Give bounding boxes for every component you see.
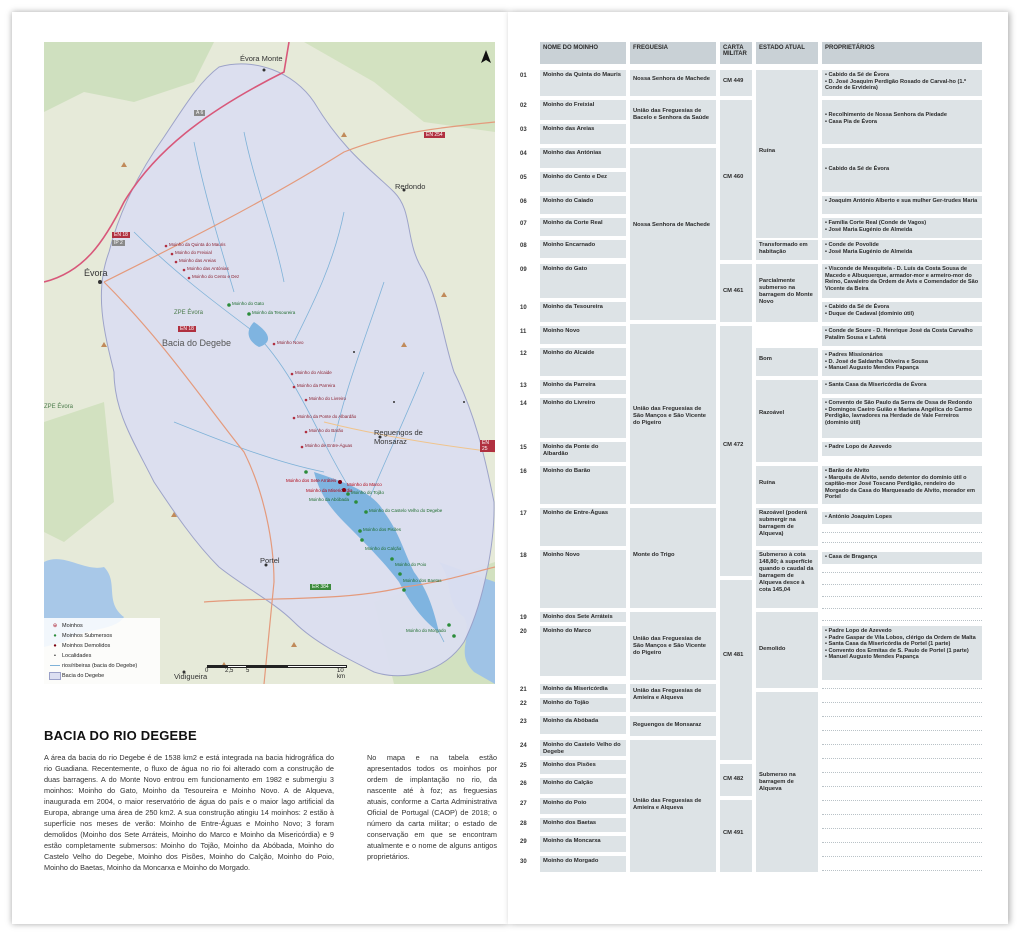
- estado-cell: Ruína: [756, 466, 818, 504]
- row-number: 14: [520, 401, 527, 407]
- mill-name-cell: Moinho de Entre-Águas: [540, 508, 626, 546]
- mill-name-cell: Moinho da Parreira: [540, 380, 626, 394]
- estado-cell: Razoável: [756, 380, 818, 462]
- article-paragraph-2: No mapa e na tabela estão apresentados todos os moinhos por ordem de implantação no rio, da nascente até à foz; as freguesias atuais, conforme a Carta Administrativa Oficial de Portugal (CAOP) de 2018; o número da carta militar; o estado de conservação em que se encontram atualmente e o nome de alguns antigos proprietários.: [367, 753, 497, 861]
- estado-cell: Submerso à cota 148,80; à superfície quando o caudal da barragem de Alqueva desce à cota 145,04: [756, 550, 818, 608]
- row-number: 17: [520, 511, 527, 517]
- road-er384: ER 384: [312, 584, 329, 590]
- owners-cell: • Convento de São Paulo da Serra de Ossa de Redondo • Domingos Caeiro Guião e Mariana Angélica do Carmo Perdigão, lavradores na Herdade de Vale Ferreiros (domínio útil): [822, 398, 982, 438]
- row-number: 08: [520, 243, 527, 249]
- article-paragraph-1: A área da bacia do rio Degebe é de 1538 km2 e está integrada na bacia hidrográfica do rio Guadiana. Recentemente, o fluxo de água no rio foi alterado com a construção de duas barragens. A do Monte Novo entrou em funcionamento em 1982 e submergiu 3 moinhos: Moinho do Gato, Moinho da Tesoureira e Moinho Novo. A de Alqueva, inaugurada em 2004, o maior reservatório de água do país e o maior lago artificial da Europa, abrange uma área de 250 km2. A sua construção atingiu 14 moinhos: 2 estão à superfície nos meses de verão: Moinho de Entre-Águas e Moinho Novo; 3 foram demolidos (Moinho dos Sete Arráteis, Moinho do Marco e Moinho da Misericórdia) e 9 estão completamente submersos: Moinho do Tojão, Moinho da Abóbada, Moinho do Castelo Velho do Degebe, Moinho dos Pisões, Moinho do Calção, Moinho do Poio, Moinho do Baetas, Moinho da Moncarxa e Moinho do Morgado.: [44, 753, 334, 872]
- owners-cell: • Joaquim António Alberto e sua mulher Ger-trudes Maria: [822, 196, 982, 214]
- map-mill-02: Moinho do Freixial: [175, 250, 212, 255]
- map-mill-26: Moinho do Calção: [365, 546, 402, 551]
- map-mill-05: Moinho do Cento e Dez: [192, 274, 240, 279]
- map-mill-20: Moinho do Marco: [347, 482, 382, 487]
- mill-name-cell: Moinho dos Sete Arráteis: [540, 612, 626, 622]
- owners-cell: • Cabido da Sé de Évora • Duque de Cadaval (domínio útil): [822, 302, 982, 322]
- owners-cell: • Padre Lopo de Azevedo • Padre Gaspar de Vila Lobos, clérigo da Ordem de Malta • Santa Casa da Misericórdia de Portel (1 parte) • Convento dos Ermitas de S. Paulo de Portel (1 parte) • Manuel Augusto Mendes Papança: [822, 626, 982, 680]
- mill-name-cell: Moinho da Quinta do Mauris: [540, 70, 626, 96]
- freguesia-cell: Nossa Senhora de Machede: [630, 148, 716, 320]
- carta-cell: CM 491: [720, 800, 752, 872]
- carta-cell: CM 481: [720, 580, 752, 760]
- basin-map[interactable]: [44, 42, 495, 684]
- town-portel: Portel: [260, 556, 280, 565]
- map-mill-15: Moinho da Ponte do Albardão: [297, 414, 357, 419]
- owners-cell: • Cabido da Sé de Évora: [822, 148, 982, 192]
- owners-cell: • Conde de Soure - D. Henrique José da Costa Carvalho Patalim Sousa e Lafetá: [822, 326, 982, 346]
- mill-name-cell: Moinho dos Pisões: [540, 760, 626, 774]
- row-number: 27: [520, 801, 527, 807]
- owners-cell: • Padres Missionários • D. José de Saldanha Oliveira e Sousa • Manuel Augusto Mendes Papança: [822, 350, 982, 376]
- row-number: 01: [520, 73, 527, 79]
- header-mill: NOME DO MOINHO: [540, 42, 626, 64]
- estado-cell: Parcialmente submerso na barragem do Monte Novo: [756, 264, 818, 322]
- owners-cell: • Padre Lopo de Azevedo: [822, 442, 982, 456]
- road-en18: EN 18: [114, 232, 128, 238]
- road-ip2: IP 2: [114, 240, 123, 246]
- submerged-mill-icon: ●: [53, 633, 57, 639]
- map-mill-30: Moinho do Morgado: [406, 628, 447, 633]
- freguesia-cell: União das Freguesias de São Manços e São Vicente do Pigeiro: [630, 612, 716, 680]
- town-evora: Évora: [84, 268, 108, 278]
- owners-cell: • Recolhimento de Nossa Senhora da Piedade • Casa Pia de Évora: [822, 100, 982, 144]
- freguesia-cell: Monte do Trigo: [630, 508, 716, 608]
- owners-cell: • Cabido da Sé de Évora • D. José Joaquim Perdigão Rosado de Carval-ho (1.º Conde de Ervideira): [822, 70, 982, 96]
- mill-name-cell: Moinho das Areias: [540, 124, 626, 144]
- mill-icon: ⊕: [52, 623, 58, 629]
- row-number: 15: [520, 445, 527, 451]
- mill-name-cell: Moinho do Alcaide: [540, 348, 626, 376]
- map-mill-11: Moinho Novo: [277, 340, 304, 345]
- article-title: BACIA DO RIO DEGEBE: [44, 728, 197, 743]
- row-number: 25: [520, 763, 527, 769]
- locality-icon: •: [54, 653, 56, 659]
- map-mill-25: Moinho dos Pisões: [363, 527, 402, 532]
- row-number: 13: [520, 383, 527, 389]
- row-number: 03: [520, 127, 527, 133]
- map-mill-28: Moinho dos Baetas: [403, 578, 442, 583]
- header-carta: CARTA MILITAR: [720, 42, 752, 64]
- carta-cell: CM 449: [720, 70, 752, 96]
- header-freguesia: FREGUESIA: [630, 42, 716, 64]
- zpe-label-2: ZPE Évora: [44, 404, 74, 410]
- row-number: 09: [520, 267, 527, 273]
- estado-cell-empty: [756, 326, 818, 344]
- mill-name-cell: Moinho do Poio: [540, 798, 626, 814]
- basin-area-icon: [48, 672, 62, 680]
- estado-cell: Submerso na barragem de Alqueva: [756, 692, 818, 872]
- owners-cell: • Santa Casa da Misericórdia de Évora: [822, 380, 982, 394]
- owners-cell: • Visconde de Mesquitela - D. Luís da Costa Sousa de Macedo e Albuquerque, armador-mor e armeiro-mor do Reino, Cavaleiro da Ordem de Avis e Comendador de São Vicente da Beira: [822, 264, 982, 298]
- map-graphic: [44, 42, 495, 684]
- mill-name-cell: Moinho do Gato: [540, 264, 626, 298]
- carta-cell: CM 461: [720, 264, 752, 322]
- map-mill-12: Moinho do Alcaide: [295, 370, 332, 375]
- legend-demolidos: ● Moinhos Demolidos: [48, 641, 156, 651]
- mill-name-cell: Moinho do Marco: [540, 626, 626, 676]
- legend-rios: rios/ribeiras (bacia do Degebe): [48, 661, 156, 671]
- mill-name-cell: Moinho dos Baetas: [540, 818, 626, 832]
- owners-cell: • Casa de Bragança: [822, 552, 982, 564]
- mill-name-cell: Moinho do Morgado: [540, 856, 626, 872]
- mill-name-cell: Moinho da Ponte do Albardão: [540, 442, 626, 462]
- map-mill-17: Moinho de Entre-Águas: [305, 443, 353, 448]
- carta-cell: CM 460: [720, 100, 752, 260]
- map-mill-01: Moinho da Quinta do Mauris: [169, 242, 226, 247]
- mill-name-cell: Moinho do Barão: [540, 466, 626, 504]
- row-number: 18: [520, 553, 527, 559]
- demolished-mill-icon: ●: [53, 643, 57, 649]
- map-mill-27: Moinho do Poio: [395, 562, 427, 567]
- map-mill-22: Moinho do Tojão: [351, 490, 384, 495]
- mill-name-cell: Moinho do Calção: [540, 778, 626, 794]
- row-number: 05: [520, 175, 527, 181]
- map-mill-24: Moinho do Castelo Velho do Degebe: [369, 508, 443, 513]
- row-number: 16: [520, 469, 527, 475]
- mill-name-cell: Moinho da Corte Real: [540, 218, 626, 236]
- row-number: 24: [520, 743, 527, 749]
- mill-name-cell: Moinho do Freixial: [540, 100, 626, 120]
- carta-cell: CM 482: [720, 764, 752, 796]
- row-number: 22: [520, 701, 527, 707]
- row-number: 20: [520, 629, 527, 635]
- mill-name-cell: Moinho da Moncarxa: [540, 836, 626, 852]
- legend-bacia: Bacia do Degebe: [48, 671, 156, 681]
- map-mill-03: Moinho das Areias: [179, 258, 217, 263]
- mill-name-cell: Moinho do Caiado: [540, 196, 626, 214]
- row-number: 06: [520, 199, 527, 205]
- scale-bar: 0 2,5 5 10 km: [207, 665, 347, 676]
- road-en25: EN 25: [480, 440, 495, 452]
- mill-name-cell: Moinho do Castelo Velho do Degebe: [540, 740, 626, 756]
- row-number: 11: [520, 329, 527, 335]
- zpe-label: ZPE Évora: [174, 310, 204, 316]
- row-number: 28: [520, 821, 527, 827]
- town-reguengos: Reguengos de Monsaraz: [374, 428, 423, 446]
- header-proprietarios: PROPRIETÁRIOS: [822, 42, 982, 64]
- right-page: [508, 12, 1008, 924]
- map-legend: [44, 618, 160, 684]
- legend-moinhos: ⊕ Moinhos: [48, 621, 156, 631]
- owners-cell: • António Joaquim Lopes: [822, 512, 982, 524]
- estado-cell: Transformado em habitação: [756, 240, 818, 260]
- row-number: 02: [520, 103, 527, 109]
- mill-name-cell: Moinho da Abóbada: [540, 716, 626, 734]
- estado-cell: Demolido: [756, 612, 818, 688]
- mill-name-cell: Moinho das Antónias: [540, 148, 626, 168]
- mill-name-cell: Moinho do Cento e Dez: [540, 172, 626, 192]
- road-en18-b: EN 18: [180, 326, 194, 332]
- estado-cell: Ruína: [756, 70, 818, 238]
- mill-name-cell: Moinho Novo: [540, 550, 626, 608]
- mill-name-cell: Moinho da Tesoureira: [540, 302, 626, 322]
- map-mill-14: Moinho do Livreiro: [309, 396, 347, 401]
- map-mill-09: Moinho do Gato: [232, 301, 265, 306]
- left-page: [12, 12, 508, 924]
- row-number: 10: [520, 305, 527, 311]
- town-evora-monte: Évora Monte: [240, 54, 283, 63]
- row-number: 29: [520, 839, 527, 845]
- estado-cell: Razoável (poderá submergir na barragem de Alqueva): [756, 508, 818, 546]
- freguesia-cell: União das Freguesias de Bacelo e Senhora da Saúde: [630, 100, 716, 144]
- owners-cell: • Família Corte Real (Conde de Vagos) • José Maria Eugénio de Almeida: [822, 218, 982, 238]
- town-redondo: Redondo: [395, 182, 426, 191]
- road-en254: EN 254: [426, 132, 443, 138]
- map-mill-19: Moinho dos Sete Arráteis: [286, 478, 337, 483]
- freguesia-cell: Nossa Senhora de Machede: [630, 70, 716, 96]
- freguesia-cell: União das Freguesias de São Manços e São Vicente do Pigeiro: [630, 324, 716, 504]
- header-estado: ESTADO ATUAL: [756, 42, 818, 64]
- row-number: 23: [520, 719, 527, 725]
- row-number: 12: [520, 351, 527, 357]
- basin-label: Bacia do Degebe: [162, 338, 232, 348]
- map-mill-04: Moinho das Antónias: [187, 266, 229, 271]
- mill-name-cell: Moinho da Misericórdia: [540, 684, 626, 694]
- map-mill-13: Moinho da Parreira: [297, 383, 336, 388]
- row-number: 30: [520, 859, 527, 865]
- mill-name-cell: Moinho do Tojão: [540, 698, 626, 712]
- legend-localidades: • Localidades: [48, 651, 156, 661]
- carta-cell: CM 472: [720, 326, 752, 576]
- row-number: 19: [520, 615, 527, 621]
- mill-name-cell: Moinho do Livreiro: [540, 398, 626, 438]
- estado-cell: Bom: [756, 348, 818, 376]
- row-number: 04: [520, 151, 527, 157]
- row-number: 21: [520, 687, 527, 693]
- mill-name-cell: Moinho Encarnado: [540, 240, 626, 258]
- map-mill-21: Moinho da Misericórdia: [306, 488, 353, 493]
- freguesia-cell: União das Freguesias de Amieira e Alqueva: [630, 684, 716, 712]
- freguesia-cell: Reguengos de Monsaraz: [630, 716, 716, 736]
- freguesia-cell: União das Freguesias de Amieira e Alqueva: [630, 740, 716, 872]
- owners-cell: • Barão de Alvito • Marquês de Alvito, sendo detentor do domínio útil o capitão-mor José Toscano Perdigão, rendeiro do Morgado da Casa do Marquesado de Alvito, morador em Portel: [822, 466, 982, 504]
- mill-name-cell: Moinho Novo: [540, 326, 626, 344]
- map-mill-16: Moinho do Barão: [309, 428, 344, 433]
- row-number: 07: [520, 221, 527, 227]
- row-number: 26: [520, 781, 527, 787]
- map-mill-23: Moinho da Abóbada: [309, 497, 350, 502]
- river-line-icon: [48, 663, 62, 669]
- road-a6: A 6: [196, 110, 204, 116]
- owners-cell: • Conde de Povolide • José Maria Eugénio de Almeida: [822, 240, 982, 260]
- town-vidigueira: Vidigueira: [174, 672, 208, 681]
- map-mill-10: Moinho da Tesoureira: [252, 310, 296, 315]
- legend-submersos: ● Moinhos Submersos: [48, 631, 156, 641]
